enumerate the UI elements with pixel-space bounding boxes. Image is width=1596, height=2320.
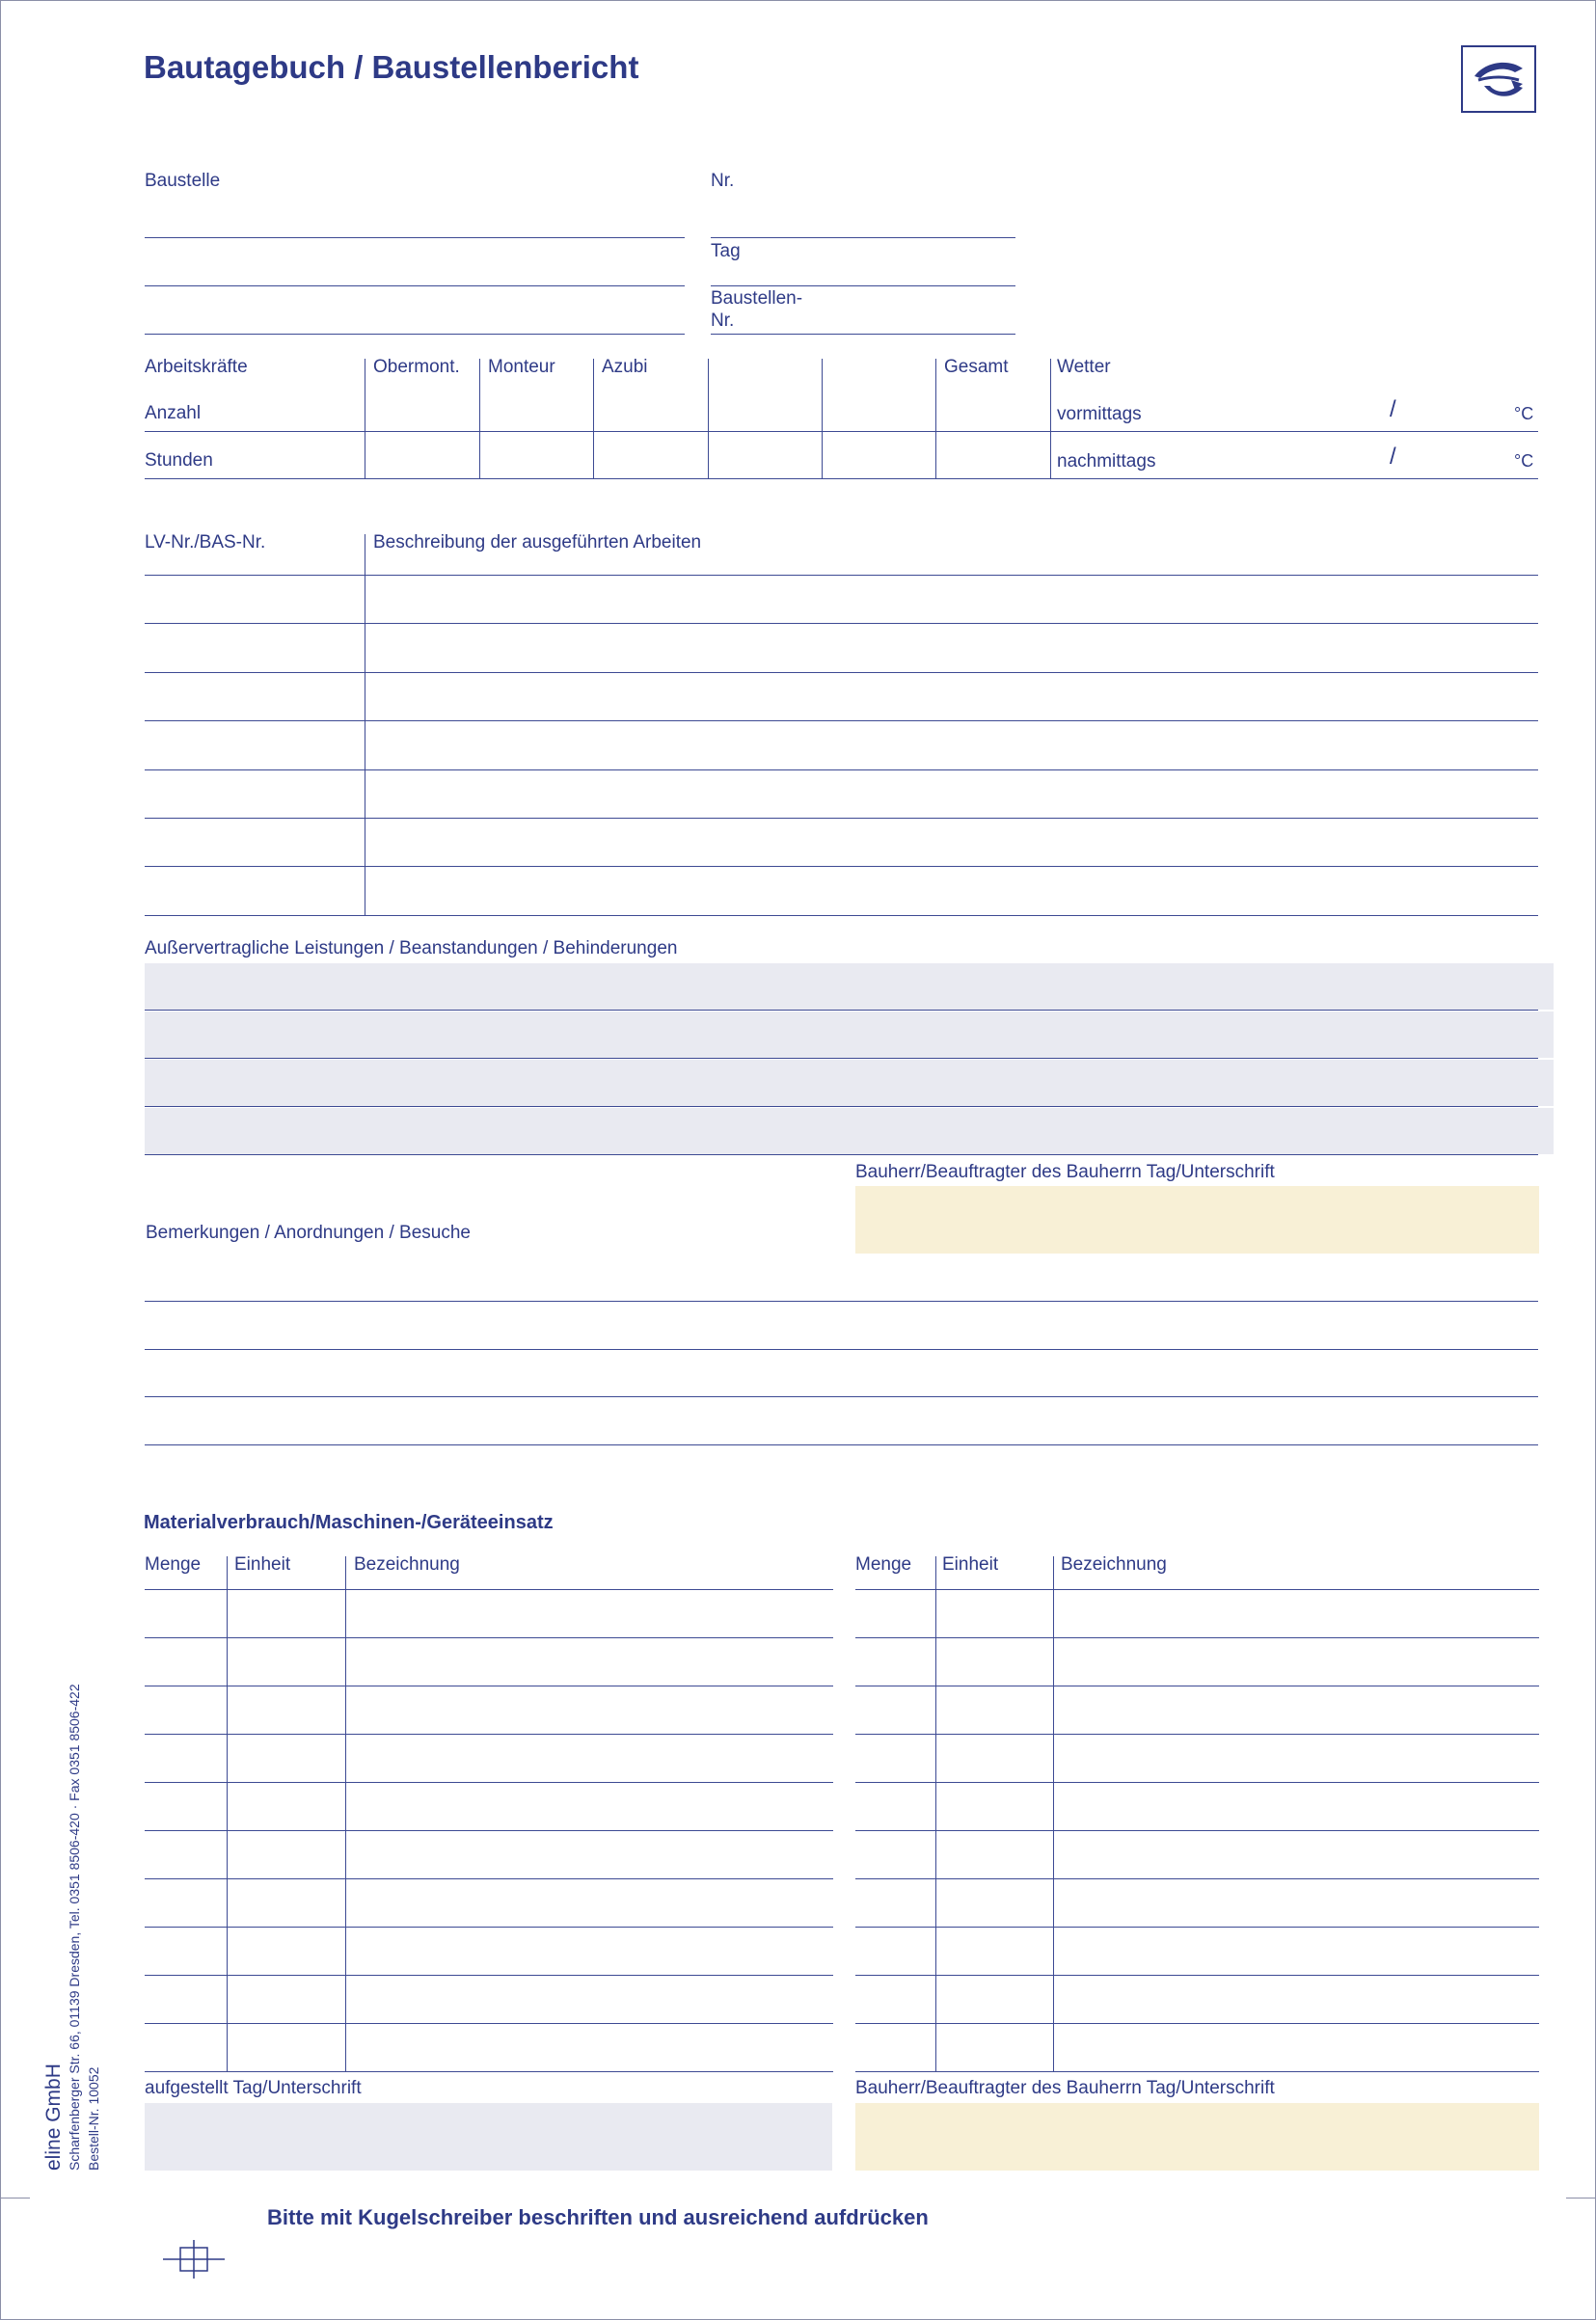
bauherr-signature-label-bottom: Bauherr/Beauftragter des Bauherrn Tag/Unterschrift (855, 2078, 1275, 2098)
rule (145, 237, 685, 238)
menge-field-left[interactable] (146, 1690, 225, 1729)
bezeichnung-field-left[interactable] (349, 1739, 831, 1777)
slash-vormittags: / (1390, 396, 1396, 422)
extra-service-row[interactable] (145, 963, 1554, 1010)
menge-label-right: Menge (855, 1554, 912, 1575)
bezeichnung-field-left[interactable] (349, 1883, 831, 1922)
rule (855, 1637, 1539, 1638)
menge-field-right[interactable] (856, 1594, 933, 1632)
rule (145, 818, 1538, 819)
rule (145, 285, 685, 286)
rule (145, 1106, 1538, 1107)
bauherr-signature-field-bottom[interactable] (855, 2103, 1539, 2171)
menge-field-right[interactable] (856, 1739, 933, 1777)
rule (145, 866, 1538, 867)
baustellen-nr-field[interactable] (811, 298, 1015, 333)
stunden-label: Stunden (145, 450, 213, 471)
extra-service-row[interactable] (145, 1060, 1554, 1106)
extra-service-row[interactable] (145, 1012, 1554, 1058)
rule (145, 334, 685, 335)
menge-field-right[interactable] (856, 1980, 933, 2018)
baustelle-field-3[interactable] (145, 298, 685, 333)
remark-field[interactable] (145, 1358, 1538, 1394)
slash-nachmittags: / (1390, 444, 1396, 470)
rule (855, 1734, 1539, 1735)
rule (145, 2071, 833, 2072)
col-divider (708, 359, 709, 479)
bemerkungen-label: Bemerkungen / Anordnungen / Besuche (146, 1223, 471, 1243)
stunden-extra-2[interactable] (825, 437, 934, 477)
bezeichnung-field-right[interactable] (1057, 1594, 1537, 1632)
rule (145, 769, 1538, 770)
bezeichnung-field-left[interactable] (349, 1594, 831, 1632)
baustellen-nr-label-2: Nr. (711, 310, 735, 331)
lv-nr-field[interactable] (146, 726, 362, 765)
col-gesamt: Gesamt (944, 357, 1009, 377)
rule (145, 1301, 1538, 1302)
col-monteur: Monteur (488, 357, 555, 377)
lv-nr-field[interactable] (146, 629, 362, 667)
einheit-field-right[interactable] (939, 1883, 1051, 1922)
einheit-field-left[interactable] (230, 1642, 343, 1681)
rule (145, 431, 1538, 432)
arbeitskraefte-label: Arbeitskräfte (145, 357, 248, 377)
vormittags-label: vormittags (1057, 404, 1142, 424)
nr-label: Nr. (711, 171, 735, 191)
col-divider (935, 1556, 936, 2072)
nachmittags-label: nachmittags (1057, 451, 1156, 472)
anzahl-label: Anzahl (145, 403, 202, 423)
rule (855, 2071, 1539, 2072)
material-title: Materialverbrauch/Maschinen-/Geräteeinsatz (144, 1512, 554, 1533)
publisher-address: Scharfenberger Str. 66, 01139 Dresden, Tel. 0351 8506-420 · Fax 0351 8506-422 (67, 1684, 82, 2171)
einheit-field-left[interactable] (230, 1931, 343, 1970)
trim-mark (1, 2198, 30, 2199)
rule (855, 2023, 1539, 2024)
company-logo-icon (1461, 45, 1536, 113)
bezeichnung-field-left[interactable] (349, 1690, 831, 1729)
col-azubi: Azubi (602, 357, 648, 377)
bauherr-signature-label-top: Bauherr/Beauftragter des Bauherrn Tag/Unterschrift (855, 1162, 1275, 1182)
rule (855, 1782, 1539, 1783)
unit-celsius-1: °C (1514, 404, 1534, 423)
bezeichnung-field-right[interactable] (1057, 1835, 1537, 1874)
registration-mark-icon (163, 2240, 225, 2279)
publisher-name: eline GmbH (42, 2064, 65, 2171)
einheit-field-right[interactable] (939, 1835, 1051, 1874)
stunden-extra-1[interactable] (711, 437, 821, 477)
aufgestellt-signature-field[interactable] (145, 2103, 832, 2171)
anzahl-obermont[interactable] (367, 391, 477, 429)
einheit-field-left[interactable] (230, 1883, 343, 1922)
beschreibung-field[interactable] (368, 726, 1537, 765)
menge-field-right[interactable] (856, 1690, 933, 1729)
rule (711, 334, 1015, 335)
col-divider (593, 359, 594, 479)
rule (145, 1734, 833, 1735)
beschreibung-label: Beschreibung der ausgeführten Arbeiten (373, 532, 702, 553)
bezeichnung-field-right[interactable] (1057, 1931, 1537, 1970)
einheit-field-right[interactable] (939, 1690, 1051, 1729)
footer-note: Bitte mit Kugelschreiber beschriften und ausreichend aufdrücken (267, 2205, 929, 2229)
bezeichnung-label-right: Bezeichnung (1061, 1554, 1167, 1575)
rule (855, 1878, 1539, 1879)
anzahl-azubi[interactable] (596, 391, 706, 429)
menge-field-right[interactable] (856, 1931, 933, 1970)
rule (145, 1975, 833, 1976)
remark-field[interactable] (145, 1406, 1538, 1443)
beschreibung-field[interactable] (368, 775, 1537, 814)
rule (145, 672, 1538, 673)
nachmittags-weather-field[interactable] (1182, 442, 1385, 476)
menge-field-right[interactable] (856, 1642, 933, 1681)
rule (145, 575, 1538, 576)
tag-field[interactable] (772, 250, 1015, 284)
col-divider (822, 359, 823, 479)
rule (711, 285, 1015, 286)
rule (145, 1782, 833, 1783)
anzahl-extra-1[interactable] (711, 391, 821, 429)
beschreibung-field[interactable] (368, 872, 1537, 910)
einheit-field-right[interactable] (939, 2028, 1051, 2066)
menge-field-left[interactable] (146, 1642, 225, 1681)
bezeichnung-field-right[interactable] (1057, 1690, 1537, 1729)
anzahl-monteur[interactable] (482, 391, 592, 429)
lv-nr-label: LV-Nr./BAS-Nr. (145, 532, 266, 553)
lv-nr-field[interactable] (146, 775, 362, 814)
page-title: Bautagebuch / Baustellenbericht (144, 49, 639, 85)
baustellen-nr-label-1: Baustellen- (711, 288, 803, 309)
bezeichnung-field-right[interactable] (1057, 1642, 1537, 1681)
bezeichnung-field-left[interactable] (349, 1980, 831, 2018)
baustelle-label: Baustelle (145, 171, 221, 191)
rule (145, 1154, 1538, 1155)
menge-field-right[interactable] (856, 1883, 933, 1922)
menge-field-left[interactable] (146, 1787, 225, 1825)
anzahl-gesamt[interactable] (938, 391, 1048, 429)
menge-field-left[interactable] (146, 1883, 225, 1922)
publisher-order-no: Bestell-Nr. 10052 (86, 2066, 101, 2171)
col-divider (227, 1556, 228, 2072)
einheit-field-right[interactable] (939, 1980, 1051, 2018)
rule (145, 478, 1538, 479)
menge-field-left[interactable] (146, 2028, 225, 2066)
rule (145, 1349, 1538, 1350)
lv-nr-field[interactable] (146, 580, 362, 619)
rule (145, 1396, 1538, 1397)
einheit-field-left[interactable] (230, 1739, 343, 1777)
rule (145, 1010, 1538, 1011)
rule (145, 1444, 1538, 1445)
lv-nr-field[interactable] (146, 678, 362, 716)
rule (145, 1637, 833, 1638)
beschreibung-field[interactable] (368, 823, 1537, 862)
rule (145, 2023, 833, 2024)
einheit-field-left[interactable] (230, 1690, 343, 1729)
einheit-field-left[interactable] (230, 1787, 343, 1825)
einheit-field-right[interactable] (939, 1931, 1051, 1970)
rule (711, 237, 1015, 238)
bezeichnung-field-left[interactable] (349, 2028, 831, 2066)
beschreibung-field[interactable] (368, 678, 1537, 716)
einheit-label-left: Einheit (234, 1554, 291, 1575)
extra-service-row[interactable] (145, 1108, 1554, 1154)
einheit-field-right[interactable] (939, 1642, 1051, 1681)
rule (855, 1589, 1539, 1590)
einheit-field-right[interactable] (939, 1739, 1051, 1777)
rule (145, 1927, 833, 1928)
beschreibung-field[interactable] (368, 580, 1537, 619)
aufgestellt-signature-label: aufgestellt Tag/Unterschrift (145, 2078, 362, 2098)
bauherr-signature-field-top[interactable] (855, 1186, 1539, 1254)
bezeichnung-field-left[interactable] (349, 1835, 831, 1874)
beschreibung-field[interactable] (368, 629, 1537, 667)
menge-field-right[interactable] (856, 2028, 933, 2066)
nachmittags-temp-field[interactable] (1411, 442, 1515, 476)
menge-field-left[interactable] (146, 1980, 225, 2018)
col-divider (1053, 1556, 1054, 2072)
einheit-label-right: Einheit (942, 1554, 999, 1575)
rule (855, 1927, 1539, 1928)
col-obermont: Obermont. (373, 357, 460, 377)
vormittags-temp-field[interactable] (1411, 394, 1515, 429)
wetter-label: Wetter (1057, 357, 1111, 377)
rule (855, 1830, 1539, 1831)
vormittags-weather-field[interactable] (1182, 394, 1385, 429)
unit-celsius-2: °C (1514, 451, 1534, 471)
anzahl-extra-2[interactable] (825, 391, 934, 429)
bezeichnung-field-left[interactable] (349, 1642, 831, 1681)
remark-field[interactable] (145, 1310, 1538, 1347)
col-divider (479, 359, 480, 479)
baustelle-field-1[interactable] (145, 202, 685, 236)
bezeichnung-field-left[interactable] (349, 1931, 831, 1970)
bezeichnung-field-right[interactable] (1057, 2028, 1537, 2066)
lv-nr-field[interactable] (146, 872, 362, 910)
einheit-field-left[interactable] (230, 1835, 343, 1874)
einheit-field-left[interactable] (230, 1980, 343, 2018)
bezeichnung-field-right[interactable] (1057, 1883, 1537, 1922)
stunden-obermont[interactable] (367, 437, 477, 477)
lv-nr-field[interactable] (146, 823, 362, 862)
remark-field[interactable] (145, 1262, 1538, 1299)
rule (145, 1058, 1538, 1059)
ausservertragliche-label: Außervertragliche Leistungen / Beanstandungen / Behinderungen (145, 938, 678, 958)
menge-field-right[interactable] (856, 1835, 933, 1874)
rule (145, 915, 1538, 916)
einheit-field-right[interactable] (939, 1594, 1051, 1632)
einheit-field-right[interactable] (939, 1787, 1051, 1825)
baustelle-field-2[interactable] (145, 250, 685, 284)
bezeichnung-label-left: Bezeichnung (354, 1554, 460, 1575)
rule (855, 1975, 1539, 1976)
bezeichnung-field-right[interactable] (1057, 1739, 1537, 1777)
rule (145, 1878, 833, 1879)
nr-field[interactable] (711, 202, 1015, 236)
menge-field-left[interactable] (146, 1739, 225, 1777)
menge-field-right[interactable] (856, 1787, 933, 1825)
einheit-field-left[interactable] (230, 1594, 343, 1632)
menge-label-left: Menge (145, 1554, 202, 1575)
einheit-field-left[interactable] (230, 2028, 343, 2066)
rule (145, 1589, 833, 1590)
stunden-azubi[interactable] (596, 437, 706, 477)
rule (145, 720, 1538, 721)
stunden-monteur[interactable] (482, 437, 592, 477)
rule (145, 623, 1538, 624)
tag-label: Tag (711, 241, 741, 261)
bezeichnung-field-left[interactable] (349, 1787, 831, 1825)
menge-field-left[interactable] (146, 1594, 225, 1632)
col-divider (1050, 359, 1051, 479)
stunden-gesamt[interactable] (938, 437, 1048, 477)
bezeichnung-field-right[interactable] (1057, 1787, 1537, 1825)
publisher-sidebar (43, 1684, 103, 2171)
rule (145, 1830, 833, 1831)
menge-field-left[interactable] (146, 1931, 225, 1970)
trim-mark (1566, 2198, 1595, 2199)
col-divider (345, 1556, 346, 2072)
menge-field-left[interactable] (146, 1835, 225, 1874)
bezeichnung-field-right[interactable] (1057, 1980, 1537, 2018)
col-divider (935, 359, 936, 479)
